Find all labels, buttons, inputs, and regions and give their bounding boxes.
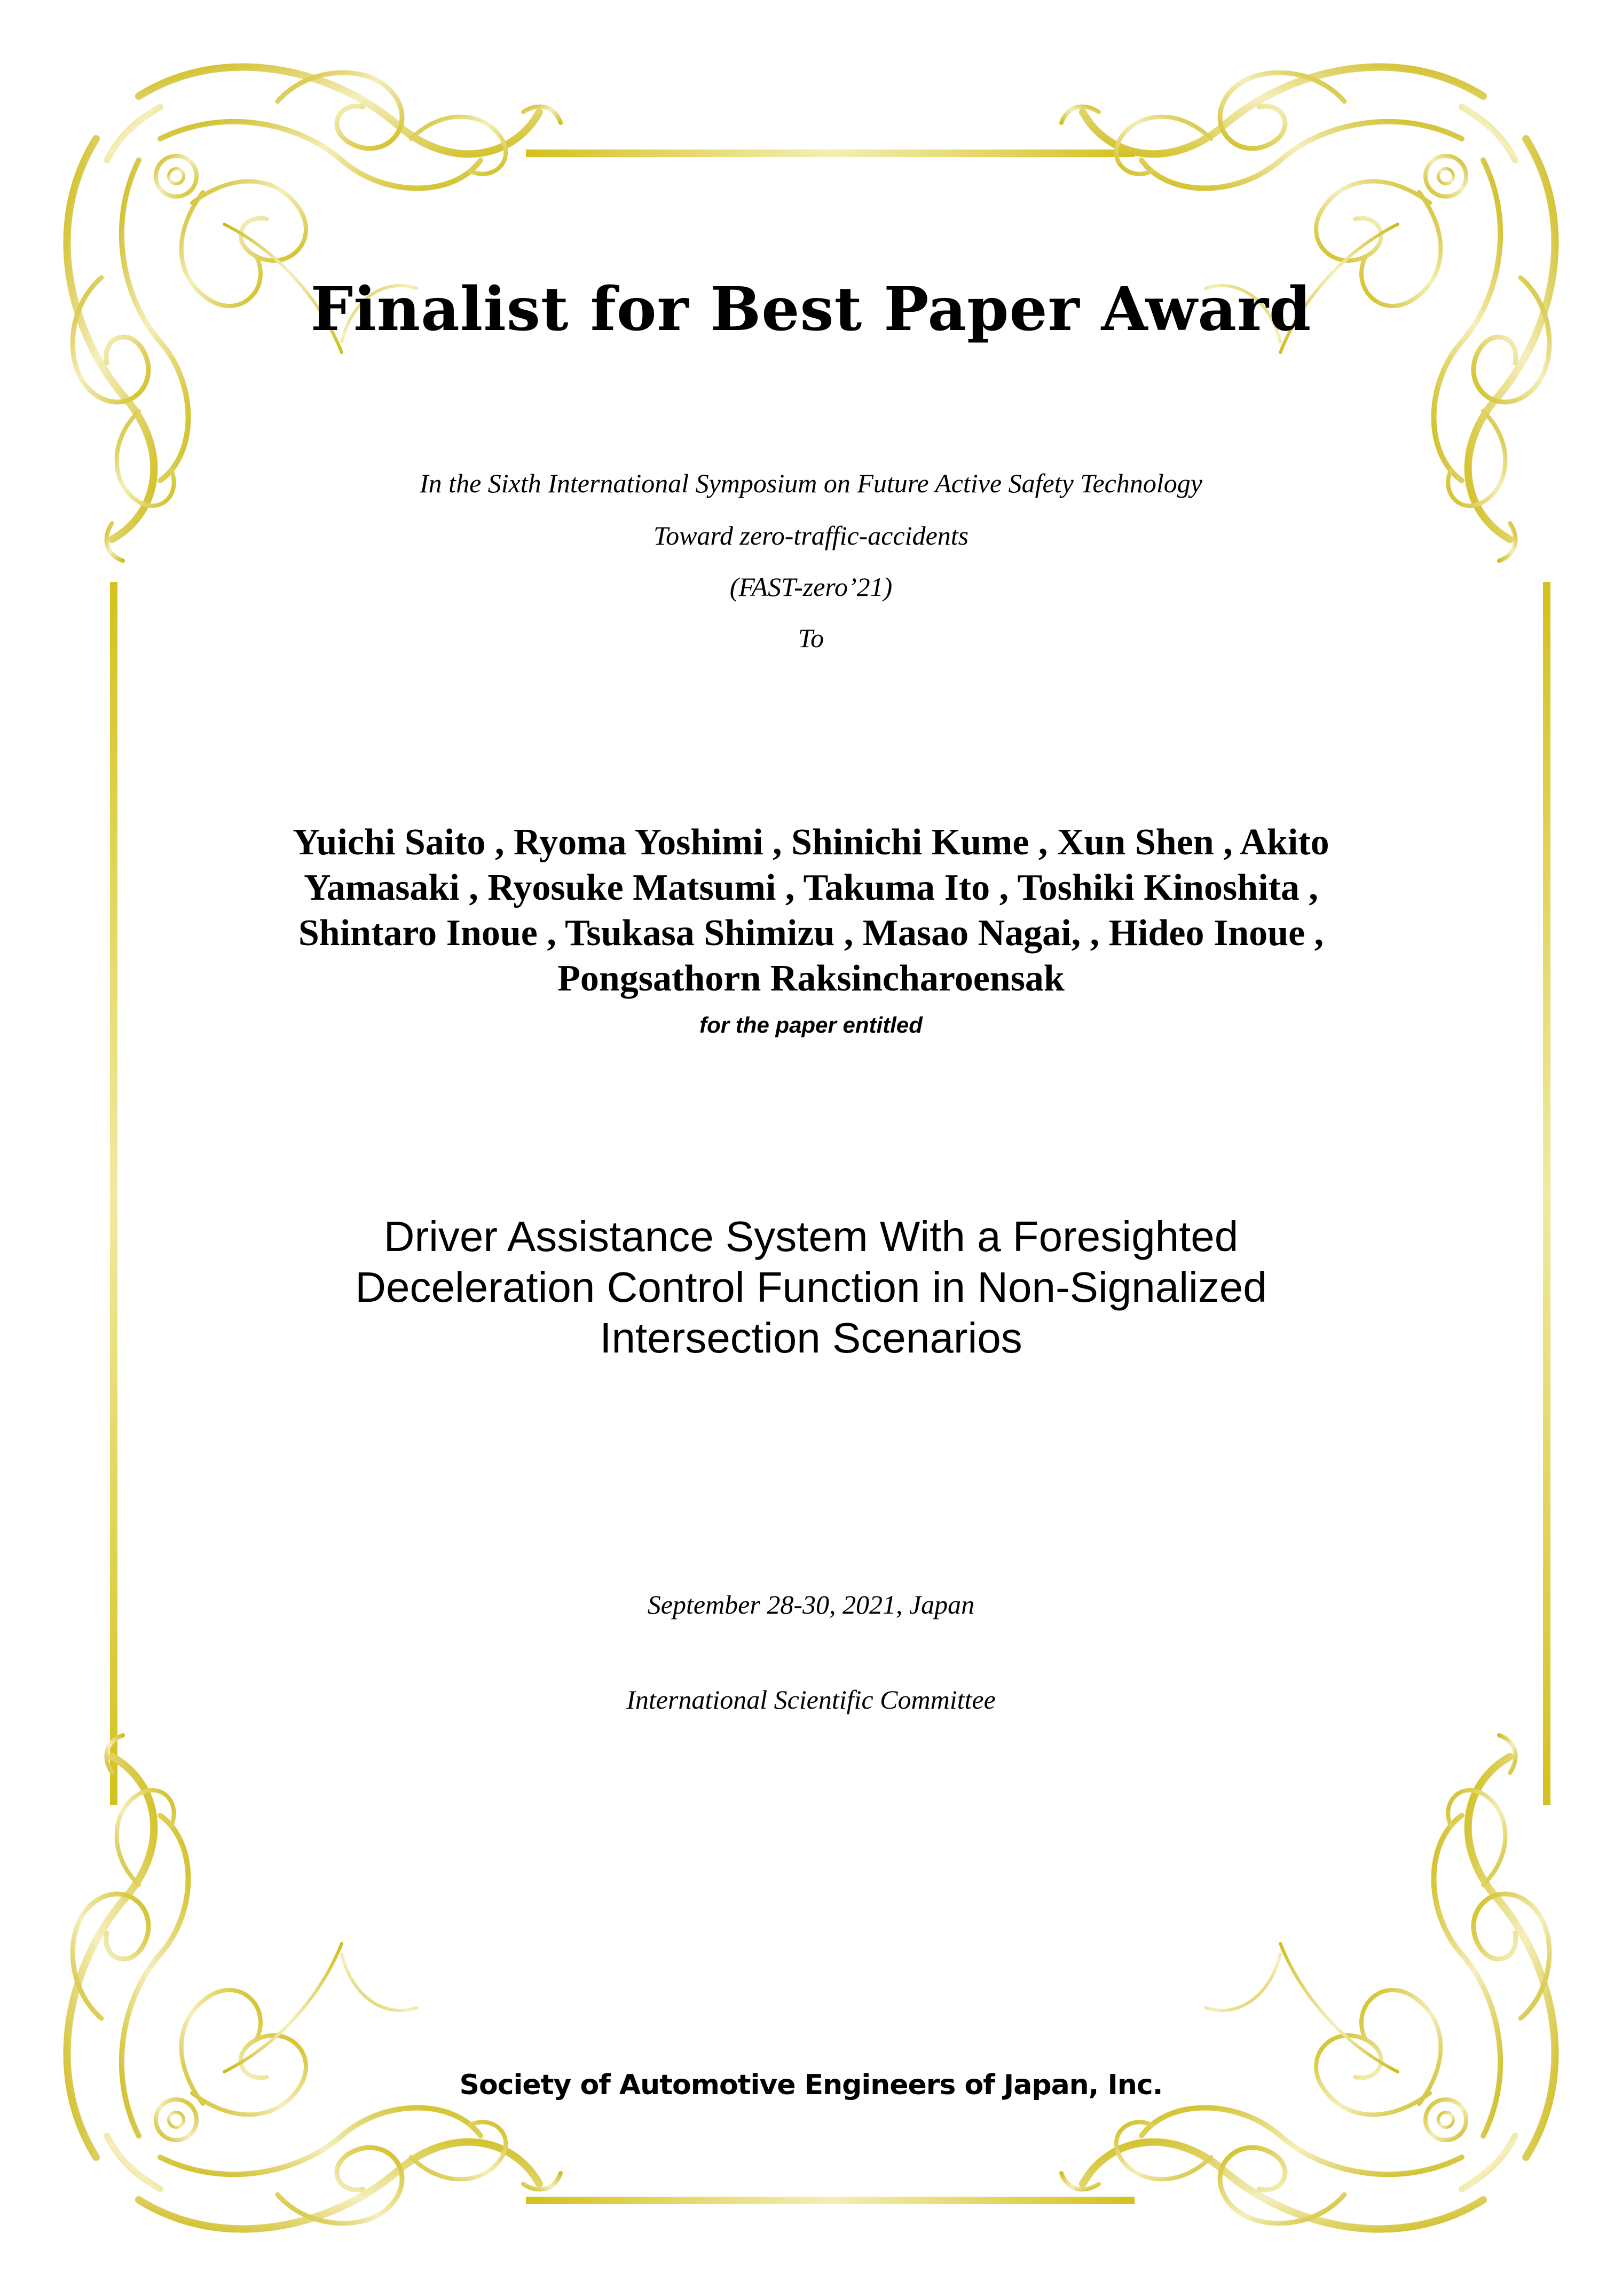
symposium-name: In the Sixth International Symposium on Future Active Safety Technology bbox=[420, 468, 1202, 498]
author-line: Yamasaki , Ryosuke Matsumi , Takuma Ito , Toshiki Kinoshita , bbox=[304, 867, 1318, 908]
event-date: September 28-30, 2021, Japan bbox=[647, 1590, 975, 1619]
symposium-abbreviation: (FAST-zero’21) bbox=[729, 572, 893, 602]
corner-flourish-bottom-right bbox=[1061, 1735, 1555, 2229]
paper-title-line: Deceleration Control Function in Non-Signalized bbox=[355, 1263, 1267, 1311]
paper-title-line: Driver Assistance System With a Foresighted bbox=[383, 1213, 1239, 1260]
author-line: Yuichi Saito , Ryoma Yoshimi , Shinichi Kume , Xun Shen , Akito bbox=[293, 822, 1329, 863]
author-line: Shintaro Inoue , Tsukasa Shimizu , Masao Nagai, , Hideo Inoue , bbox=[298, 913, 1324, 954]
border-bottom-line bbox=[526, 2197, 1135, 2204]
symposium-subtitle: Toward zero-traffic-accidents bbox=[653, 521, 969, 551]
author-line: Pongsathorn Raksincharoensak bbox=[557, 958, 1065, 999]
issuer-name: Society of Automotive Engineers of Japan, Inc. bbox=[459, 2069, 1163, 2101]
border-top-line bbox=[526, 150, 1135, 157]
award-title: Finalist for Best Paper Award bbox=[310, 274, 1312, 344]
to-label: To bbox=[798, 623, 824, 653]
corner-flourish-bottom-left bbox=[67, 1735, 561, 2229]
committee-name: International Scientific Committee bbox=[626, 1685, 996, 1715]
paper-title-line: Intersection Scenarios bbox=[600, 1314, 1022, 1362]
entitled-label: for the paper entitled bbox=[699, 1012, 923, 1037]
